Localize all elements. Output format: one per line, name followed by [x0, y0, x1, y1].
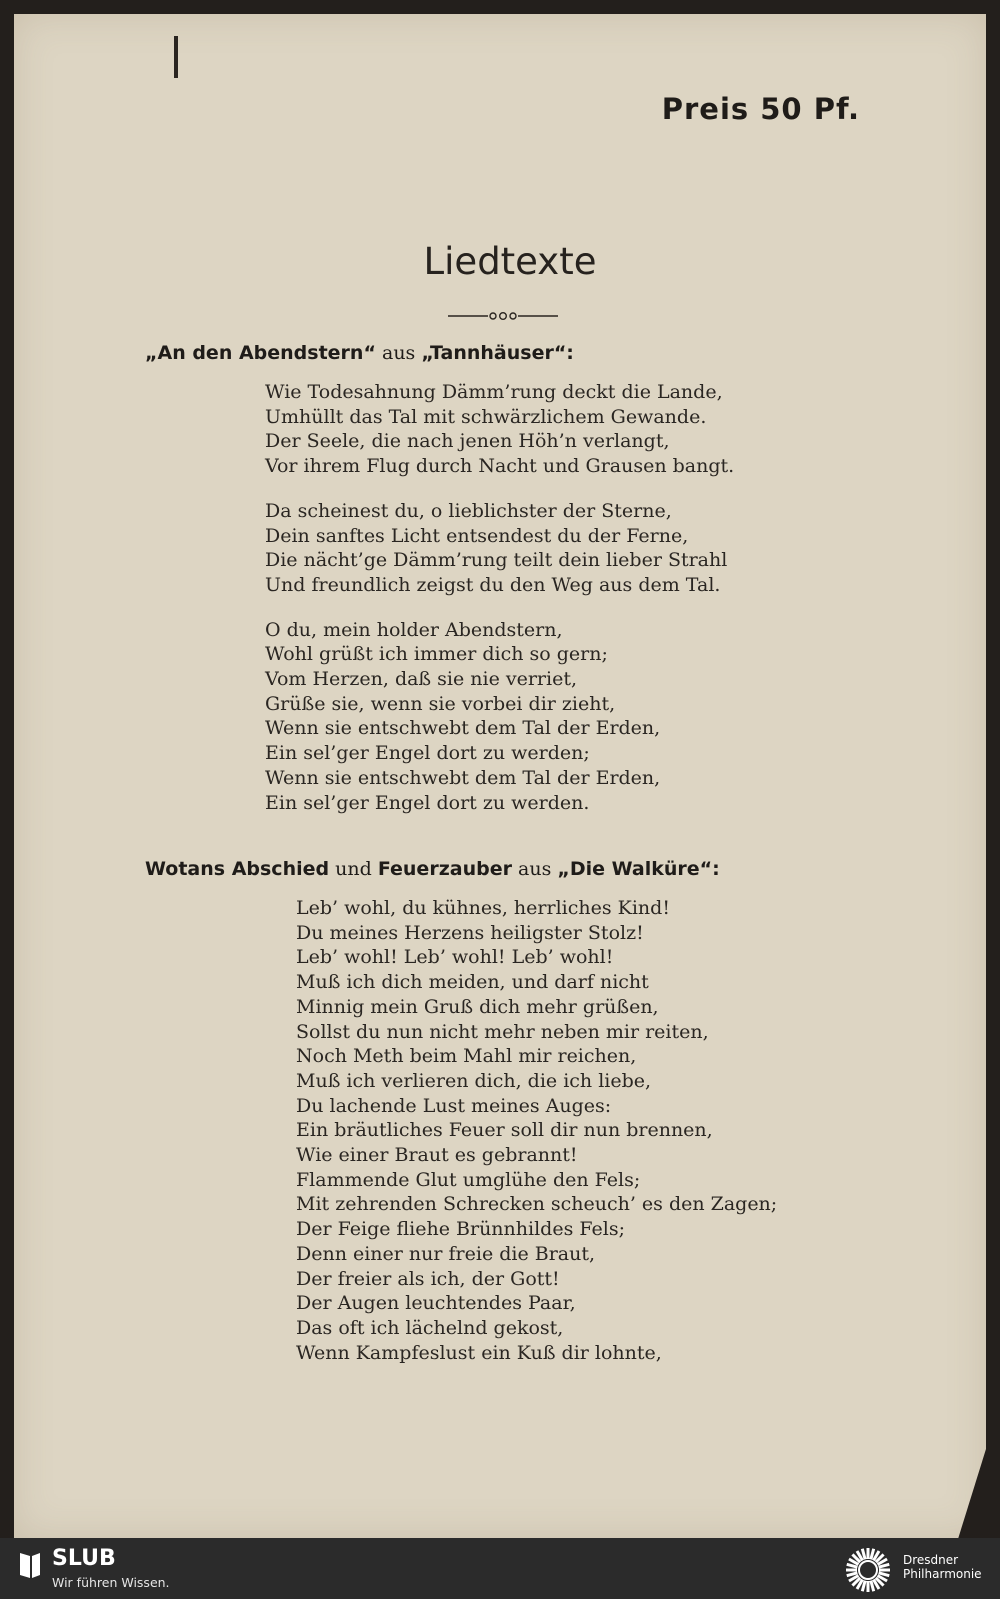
lyric-line: Wohl grüßt ich immer dich so gern;	[265, 643, 608, 666]
lyric-line: Der Feige fliehe Brünnhildes Fels;	[296, 1218, 625, 1241]
lyric-line: Der freier als ich, der Gott!	[296, 1267, 560, 1290]
sunburst-ray	[862, 1581, 865, 1592]
lyric-line: Da scheinest du, o lieblichster der Sterne,	[265, 499, 672, 522]
lyric-line: Muß ich verlieren dich, die ich liebe,	[296, 1069, 652, 1092]
lyric-line: Vom Herzen, daß sie nie verriet,	[265, 668, 578, 691]
footer-bar	[0, 1538, 1000, 1599]
stanza	[265, 618, 734, 816]
sunburst-core	[859, 1561, 877, 1579]
lyric-line: O du, mein holder Abendstern,	[265, 618, 563, 641]
lyric-line: Wie Todesahnung Dämm’rung deckt die Lande,	[265, 381, 723, 403]
lyric-line: Grüße sie, wenn sie vorbei dir zieht,	[265, 692, 616, 715]
stanza	[265, 380, 734, 479]
partner-name-line2: Philharmonie	[903, 1567, 982, 1581]
heading-part: „Tannhäuser“:	[421, 342, 574, 364]
lyric-line: Denn einer nur freie die Braut,	[296, 1242, 596, 1265]
library-tagline: Wir führen Wissen.	[52, 1575, 170, 1590]
lyric-line: Der Seele, die nach jenen Höh’n verlangt,	[265, 430, 670, 453]
heading-part: aus	[511, 858, 558, 880]
stanza	[296, 896, 777, 1365]
lyric-line: Die nächt’ge Dämm’rung teilt dein lieber Strahl	[265, 549, 728, 572]
heading-part: „Die Walküre“:	[557, 858, 720, 880]
lyric-line: Wenn sie entschwebt dem Tal der Erden,	[265, 717, 661, 740]
heading-part: aus	[375, 342, 422, 364]
lyric-line: Ein sel’ger Engel dort zu werden;	[265, 742, 590, 765]
lyric-line: Minnig mein Gruß dich mehr grüßen,	[296, 995, 659, 1018]
lyric-line: Umhüllt das Tal mit schwärzlichem Gewande.	[265, 405, 707, 428]
song-heading-walkuere	[145, 858, 720, 880]
philharmonie-sunburst-logo[interactable]	[843, 1545, 893, 1595]
lyric-line: Mit zehrenden Schrecken scheuch’ es den Zagen;	[296, 1193, 778, 1216]
library-name[interactable]: SLUB	[52, 1546, 116, 1571]
sunburst-ray	[847, 1573, 858, 1576]
lyric-line: Ein bräutliches Feuer soll dir nun brennen,	[296, 1119, 713, 1142]
sunburst-ray	[862, 1549, 865, 1560]
lyric-line: Das oft ich lächelnd gekost,	[296, 1316, 564, 1339]
lyric-line: Wie einer Braut es gebrannt!	[296, 1144, 578, 1167]
heading-part: „An den Abendstern“	[145, 342, 376, 364]
lyric-line: Du lachende Lust meines Auges:	[296, 1094, 612, 1117]
partner-name[interactable]	[903, 1553, 982, 1581]
stanza	[265, 499, 734, 598]
lyric-line: Und freundlich zeigst du den Weg aus dem Tal.	[265, 573, 721, 596]
song-lyrics-abendstern	[265, 380, 734, 835]
lyric-line: Wenn Kampfeslust ein Kuß dir lohnte,	[296, 1341, 662, 1364]
lyric-line: Leb’ wohl, du kühnes, herrliches Kind!	[296, 897, 670, 919]
lyric-line: Ein sel’ger Engel dort zu werden.	[265, 791, 590, 814]
lyric-line: Flammende Glut umglühe den Fels;	[296, 1168, 641, 1191]
lyric-line: Dein sanftes Licht entsendest du der Ferne,	[265, 524, 689, 547]
lyric-line: Muß ich dich meiden, und darf nicht	[296, 971, 649, 994]
sunburst-ray	[879, 1564, 890, 1567]
heading-part: und	[329, 858, 378, 880]
song-heading-abendstern	[145, 342, 574, 364]
page-title: Liedtexte	[423, 240, 597, 283]
torn-corner	[958, 1449, 986, 1539]
lyric-line: Wenn sie entschwebt dem Tal der Erden,	[265, 766, 661, 789]
heading-part: Wotans Abschied	[145, 858, 330, 880]
lyric-line: Du meines Herzens heiligster Stolz!	[296, 921, 644, 944]
heading-part: Feuerzauber	[377, 858, 512, 880]
slub-book-icon[interactable]	[18, 1550, 42, 1580]
title-ornament	[448, 310, 558, 322]
lyric-line: Leb’ wohl! Leb’ wohl! Leb’ wohl!	[296, 946, 614, 969]
price-label: Preis 50 Pf.	[661, 92, 860, 126]
sunburst-ray	[847, 1564, 858, 1567]
lyric-line: Noch Meth beim Mahl mir reichen,	[296, 1045, 637, 1068]
sunburst-ray	[871, 1581, 874, 1592]
partner-name-line1: Dresdner	[903, 1553, 959, 1567]
sunburst-ray	[871, 1549, 874, 1560]
sunburst-ray	[879, 1573, 890, 1576]
song-lyrics-walkuere	[296, 896, 777, 1385]
lyric-line: Der Augen leuchtendes Paar,	[296, 1292, 576, 1315]
lyric-line: Vor ihrem Flug durch Nacht und Grausen bangt.	[265, 455, 735, 478]
lyric-line: Sollst du nun nicht mehr neben mir reiten,	[296, 1020, 709, 1043]
pin-mark	[174, 36, 178, 78]
